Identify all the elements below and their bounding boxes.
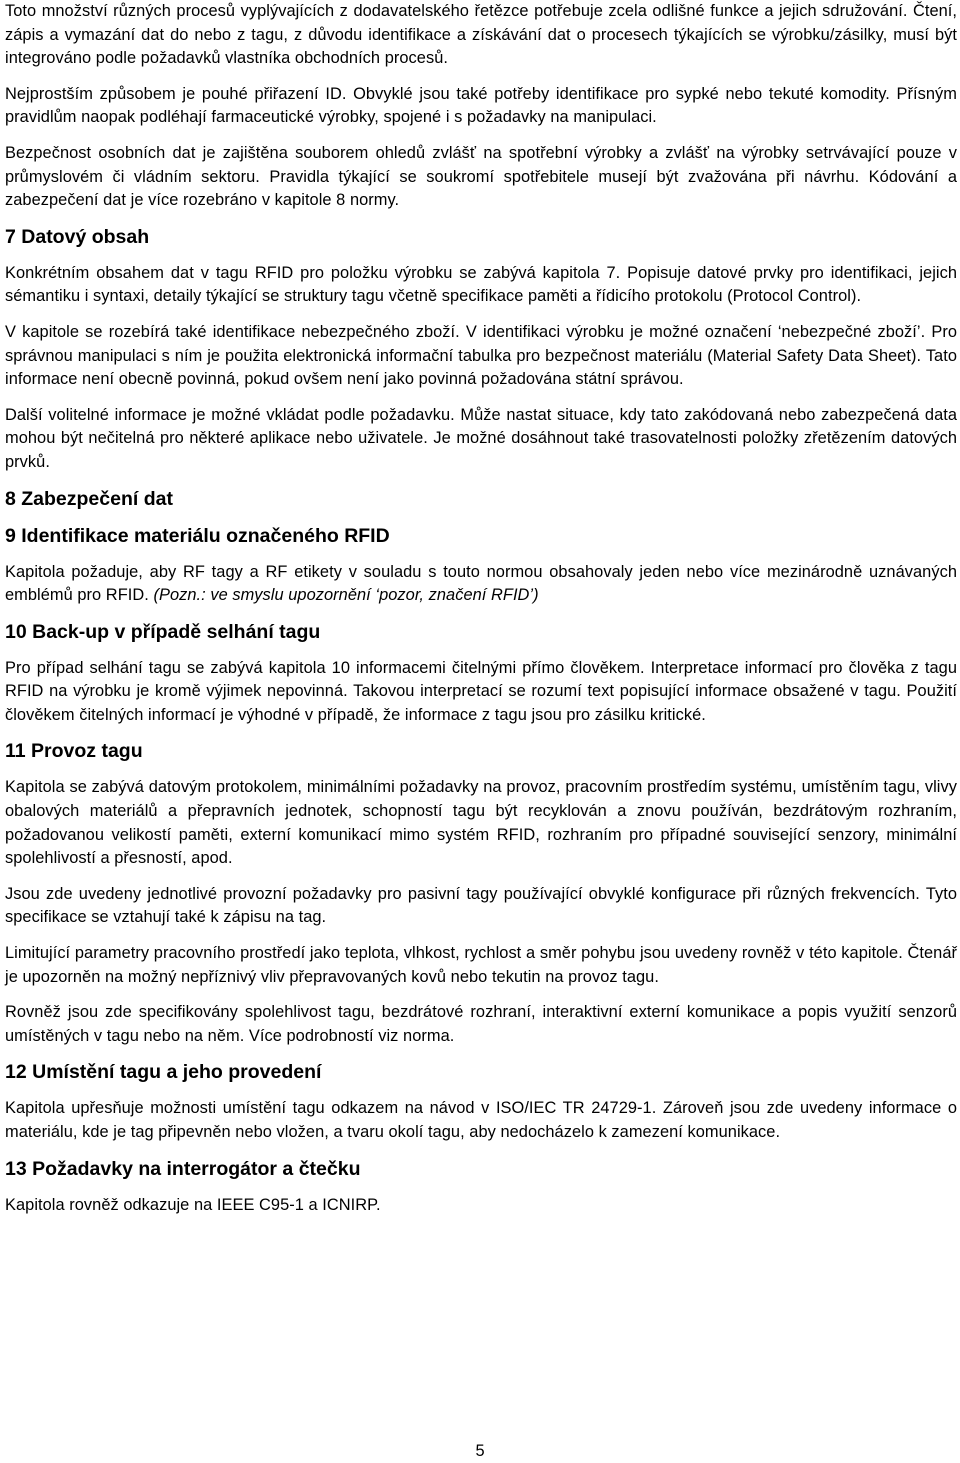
- section-heading: 8 Zabezpečení dat: [5, 487, 173, 510]
- paragraph-text: Konkrétním obsahem dat v tagu RFID pro položku výrobku se zabývá kapitola 7. Popisuje datové prvky pro identifikaci, jejich sémantiku i syntaxi, detaily týkající se struktury tagu včetně specifikace paměti a řídicího protokolu (Protocol Control).: [5, 263, 957, 306]
- paragraph-text: V kapitole se rozebírá také identifikace nebezpečného zboží. V identifikaci výrobku je možné označení ‘nebezpečné zboží’. Pro správnou manipulaci s ním je použita elektronická informační tabulka pro bezpečnost materiálu (Material Safety Data Sheet). Tato informace není obecně povinná, pokud ovšem není jako povinná požadována státní správou.: [5, 322, 957, 389]
- paragraph: [5, 883, 957, 930]
- page-number: 5: [475, 1442, 485, 1460]
- paragraph: [5, 776, 957, 870]
- paragraph: [5, 942, 957, 989]
- paragraph: [5, 561, 957, 608]
- paragraph: [5, 83, 957, 130]
- paragraph: [5, 657, 957, 728]
- paragraph-text: Bezpečnost osobních dat je zajištěna souborem ohledů zvlášť na spotřební výrobky a zvlášť na výrobky setrvávající pouze v průmyslovém či vládním sektoru. Pravidla týkající se soukromí spotřebitele musejí být zvažována při návrhu. Kódování a zabezpečení dat je více rozebráno v kapitole 8 normy.: [5, 143, 957, 210]
- paragraph: [5, 262, 957, 309]
- italic-note: (Pozn.: ve smyslu upozornění ‘pozor, značení RFID’): [153, 586, 539, 605]
- section-heading: 10 Back-up v případě selhání tagu: [5, 620, 321, 643]
- paragraph-text: Pro případ selhání tagu se zabývá kapitola 10 informacemi čitelnými přímo člověkem. Interpretace informací pro člověka z tagu RFID na výrobku je kromě výjimek nepovinná. Takovou interpretací se rozumí text popisující informace obsažené v tagu. Použití člověkem čitelných informací je výhodné v případě, že informace z tagu jsou pro zásilku kritické.: [5, 658, 957, 724]
- paragraph: [5, 321, 957, 392]
- paragraph-text: Nejprostším způsobem je pouhé přiřazení ID. Obvyklé jsou také potřeby identifikace pro sypké nebo tekuté komodity. Přísným pravidlům naopak podléhají farmaceutické výrobky, spojené i s požadavky na manipulaci.: [5, 84, 957, 127]
- paragraph-text: Kapitola požaduje, aby RF tagy a RF etikety v souladu s touto normou obsahovaly jeden nebo více mezinárodně uznávaných emblémů pro RFID.: [5, 562, 957, 605]
- paragraph-text: Rovněž jsou zde specifikovány spolehlivost tagu, bezdrátové rozhraní, interaktivní externí komunikace a popis využití senzorů umístěných v tagu nebo na něm. Více podrobností viz norma.: [5, 1003, 957, 1045]
- page-content: [5, 0, 957, 1229]
- paragraph-text: Jsou zde uvedeny jednotlivé provozní požadavky pro pasivní tagy používající obvyklé konfigurace při různých frekvencích. Tyto specifikace se vztahují také k zápisu na tag.: [5, 884, 957, 927]
- section-heading: 13 Požadavky na interrogátor a čtečku: [5, 1157, 361, 1180]
- paragraph: [5, 1097, 957, 1144]
- section-heading: 12 Umístění tagu a jeho provedení: [5, 1061, 322, 1084]
- paragraph-text: Další volitelné informace je možné vkládat podle požadavku. Může nastat situace, kdy tato zakódovaná nebo zabezpečená data mohou být nečitelná pro některé aplikace nebo uživatele. Je možné dosáhnout také trasovatelnosti položky zřetězením datových prvků.: [5, 405, 957, 471]
- paragraph-text: Limitující parametry pracovního prostředí jako teplota, vlhkost, rychlost a směr pohybu jsou uvedeny rovněž v této kapitole. Čtenář je upozorněn na možný nepříznivý vliv přepravovaných kovů nebo tekutin na provoz tagu.: [5, 944, 957, 986]
- paragraph-text: Kapitola se zabývá datovým protokolem, minimálními požadavky na provoz, pracovním prostředím systému, umístěním tagu, vlivy obalových materiálů a přepravních jednotek, schopností tagu být recyklován a znovu používán, bezdrátovým rozhraním, požadovanou velikostí paměti, externí komunikací mimo systém RFID, rozhraním pro případné související senzory, minimální spolehlivostí a přesností, apod.: [5, 778, 957, 868]
- section-heading: 9 Identifikace materiálu označeného RFID: [5, 524, 390, 547]
- paragraph-text: Kapitola rovněž odkazuje na IEEE C95-1 a ICNIRP.: [5, 1195, 381, 1214]
- paragraph: [5, 0, 957, 71]
- paragraph-text: Toto množství různých procesů vyplývajících z dodavatelského řetězce potřebuje zcela odlišné funkce a jejich sdružování. Čtení, zápis a vymazání dat do nebo z tagu, z důvodu identifikace a získávání dat o procesech týkajících se výrobku/zásilky, musí být integrováno podle požadavků vlastníka obchodních procesů.: [5, 2, 957, 68]
- paragraph: [5, 1194, 957, 1218]
- section-heading: 7 Datový obsah: [5, 225, 150, 248]
- paragraph-text: Kapitola upřesňuje možnosti umístění tagu odkazem na návod v ISO/IEC TR 24729-1. Zároveň jsou zde uvedeny informace o materiálu, kde je tag připevněn nebo vložen, a tvaru okolí tagu, aby nedocházelo k zamezení komunikace.: [5, 1099, 957, 1141]
- paragraph: [5, 404, 957, 475]
- section-heading: 11 Provoz tagu: [5, 740, 143, 763]
- paragraph: [5, 1001, 957, 1048]
- paragraph: [5, 142, 957, 213]
